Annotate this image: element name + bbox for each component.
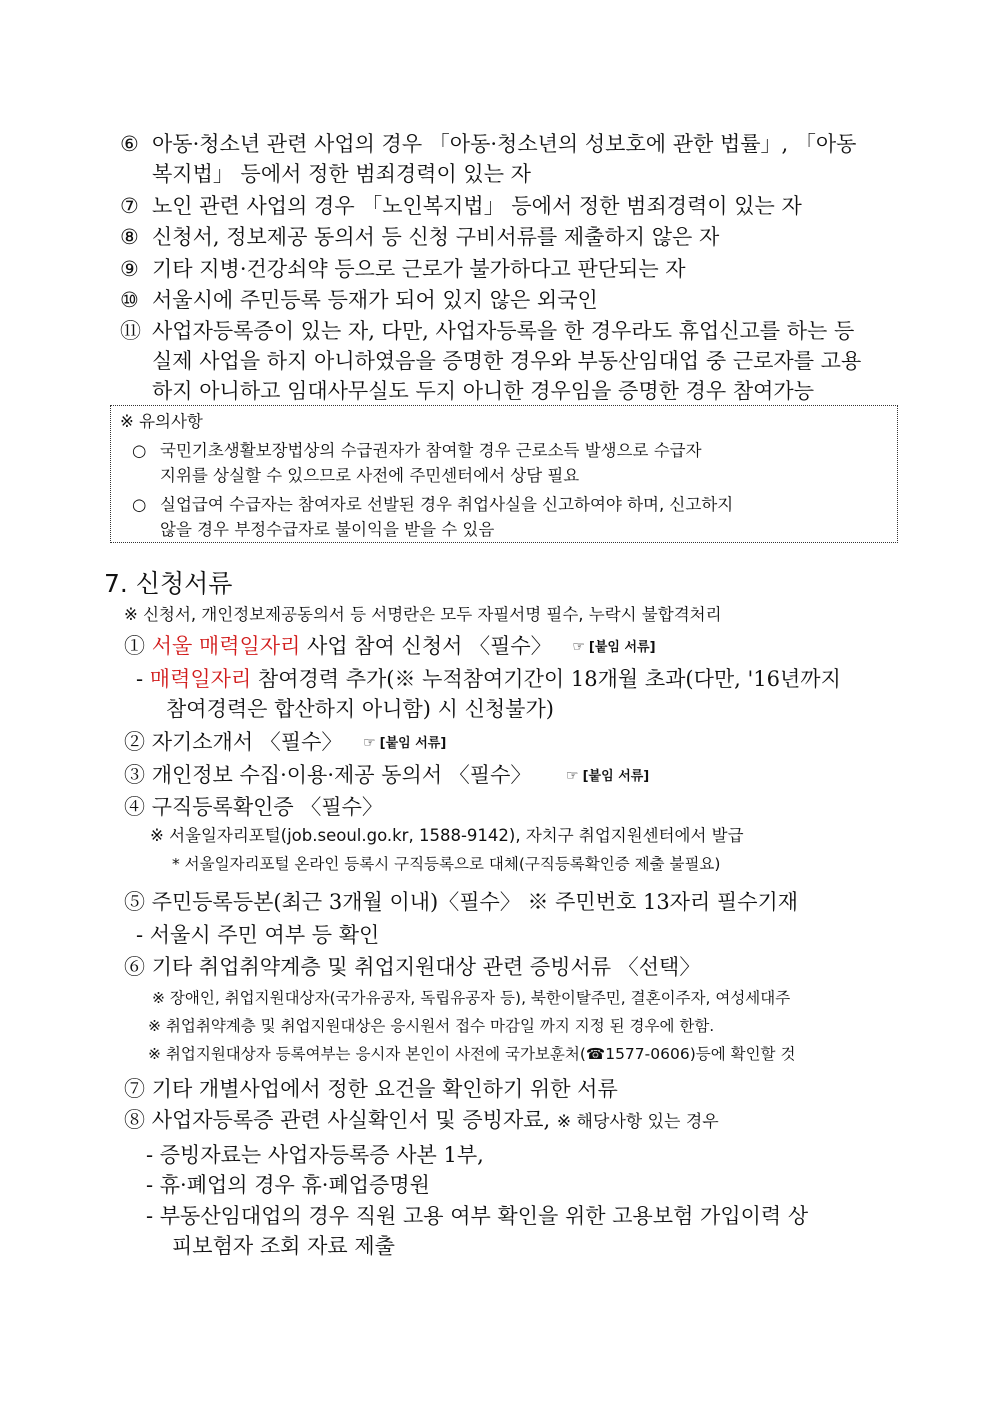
doc6-text: 기타 취업취약계층 및 취업지원대상 관련 증빙서류 〈선택〉	[151, 955, 701, 979]
doc1-number: ①	[124, 634, 145, 658]
doc5-sub: - 서울시 주민 여부 등 확인	[136, 923, 380, 947]
doc5-row	[124, 887, 798, 917]
item6-line2: 복지법」 등에서 정한 범죄경력이 있는 자	[152, 162, 531, 186]
notice-item2-line1: 실업급여 수급자는 참여자로 선발된 경우 취업사실을 신고하여야 하며, 신고하지	[160, 495, 734, 514]
doc2-row	[124, 727, 446, 759]
item11-number: ⑪	[120, 319, 141, 343]
attachment-label: [붙임 서류]	[582, 769, 650, 784]
attachment-label: [붙임 서류]	[588, 640, 656, 655]
doc1-attachment-ref	[572, 640, 655, 655]
item10-number: ⑩	[120, 288, 139, 312]
doc8-number: ⑧	[124, 1108, 145, 1132]
doc4-number: ④	[124, 795, 145, 819]
doc8-sub2: - 휴·폐업의 경우 휴·폐업증명원	[146, 1173, 430, 1197]
item11-line3: 하지 아니하고 임대사무실도 두지 아니한 경우임을 증명한 경우 참여가능	[152, 379, 814, 403]
item9-number: ⑨	[120, 257, 139, 281]
doc8-sub1: - 증빙자료는 사업자등록증 사본 1부,	[146, 1143, 484, 1167]
notice-bullet-1: ○	[132, 441, 147, 460]
doc7-row	[124, 1074, 618, 1104]
doc3-row	[124, 760, 649, 792]
doc3-text: 개인정보 수집·이용·제공 동의서 〈필수〉	[151, 763, 532, 787]
doc2-attachment-ref	[363, 736, 446, 751]
item6-number: ⑥	[120, 132, 139, 156]
doc2-text: 자기소개서 〈필수〉	[151, 730, 343, 754]
doc1-sub-highlight: 매력일자리	[149, 667, 252, 691]
notice-item1-line1: 국민기초생활보장법상의 수급권자가 참여할 경우 근로소득 발생으로 수급자	[160, 441, 702, 460]
item11-line1: 사업자등록증이 있는 자, 다만, 사업자등록을 한 경우라도 휴업신고를 하는 등	[152, 319, 855, 343]
doc1-text: 사업 참여 신청서 〈필수〉	[300, 634, 552, 658]
doc7-text: 기타 개별사업에서 정한 요건을 확인하기 위한 서류	[151, 1077, 618, 1101]
attachment-label: [붙임 서류]	[379, 736, 447, 751]
signature-note: ※ 신청서, 개인정보제공동의서 등 서명란은 모두 자필서명 필수, 누락시 불합격처리	[124, 605, 722, 624]
doc1-sub-line2: 참여경력은 합산하지 아니함) 시 신청불가)	[166, 697, 554, 721]
doc8-text: 사업자등록증 관련 사실확인서 및 증빙자료,	[151, 1108, 557, 1132]
notice-bullet-2: ○	[132, 495, 147, 514]
item8-number: ⑧	[120, 225, 139, 249]
item7-number: ⑦	[120, 194, 139, 218]
doc4-note1: ※ 서울일자리포털(job.seoul.go.kr, 1588-9142), 자치구 취업지원센터에서 발급	[150, 826, 744, 845]
doc6-note3: ※ 취업지원대상자 등록여부는 응시자 본인이 사전에 국가보훈처(☎1577-0606)등에 확인할 것	[148, 1045, 796, 1063]
pointing-hand-icon: ☞	[566, 768, 579, 784]
item10-text: 서울시에 주민등록 등재가 되어 있지 않은 외국인	[152, 288, 598, 312]
doc1-sub-dash: -	[136, 667, 144, 691]
doc8-note: ※ 해당사항 있는 경우	[556, 1112, 719, 1132]
item11-line2: 실제 사업을 하지 아니하였음을 증명한 경우와 부동산임대업 중 근로자를 고용	[152, 349, 862, 373]
notice-item1-line2: 지위를 상실할 수 있으므로 사전에 주민센터에서 상담 필요	[160, 466, 580, 485]
doc6-row	[124, 952, 700, 982]
doc6-note1: ※ 장애인, 취업지원대상자(국가유공자, 독립유공자 등), 북한이탈주민, 결혼이주자, 여성세대주	[152, 989, 791, 1007]
doc4-row	[124, 792, 383, 822]
notice-item2-line2: 않을 경우 부정수급자로 불이익을 받을 수 있음	[160, 520, 495, 539]
doc5-number: ⑤	[124, 890, 145, 914]
notice-title: ※ 유의사항	[120, 412, 203, 431]
doc5-text: 주민등록등본(최근 3개월 이내)〈필수〉 ※ 주민번호 13자리 필수기재	[151, 890, 799, 914]
doc8-sub3-line2: 피보험자 조회 자료 제출	[172, 1234, 395, 1258]
section-heading: 7. 신청서류	[104, 569, 233, 598]
doc4-note2: * 서울일자리포털 온라인 등록시 구직등록으로 대체(구직등록확인증 제출 불필요)	[172, 855, 721, 873]
doc8-sub3-line1: - 부동산임대업의 경우 직원 고용 여부 확인을 위한 고용보험 가입이력 상	[146, 1204, 809, 1228]
doc6-note2: ※ 취업취약계층 및 취업지원대상은 응시원서 접수 마감일 까지 지정 된 경우에 한함.	[148, 1017, 715, 1035]
item6-line1: 아동·청소년 관련 사업의 경우 「아동·청소년의 성보호에 관한 법률」, 「아동	[152, 132, 857, 156]
item8-text: 신청서, 정보제공 동의서 등 신청 구비서류를 제출하지 않은 자	[152, 225, 720, 249]
doc8-row	[124, 1105, 719, 1137]
doc1-row	[124, 631, 656, 663]
doc4-text: 구직등록확인증 〈필수〉	[151, 795, 383, 819]
doc2-number: ②	[124, 730, 145, 754]
doc1-highlight: 서울 매력일자리	[151, 634, 301, 658]
doc3-attachment-ref	[566, 769, 649, 784]
doc1-sub-text: 참여경력 추가(※ 누적참여기간이 18개월 초과(다만, '16년까지	[251, 667, 841, 691]
doc6-number: ⑥	[124, 955, 145, 979]
doc3-number: ③	[124, 763, 145, 787]
item7-text: 노인 관련 사업의 경우 「노인복지법」 등에서 정한 범죄경력이 있는 자	[152, 194, 802, 218]
pointing-hand-icon: ☞	[572, 639, 585, 655]
doc7-number: ⑦	[124, 1077, 145, 1101]
item9-text: 기타 지병·건강쇠약 등으로 근로가 불가하다고 판단되는 자	[152, 257, 686, 281]
doc1-sub-row	[136, 664, 841, 694]
pointing-hand-icon: ☞	[363, 735, 376, 751]
